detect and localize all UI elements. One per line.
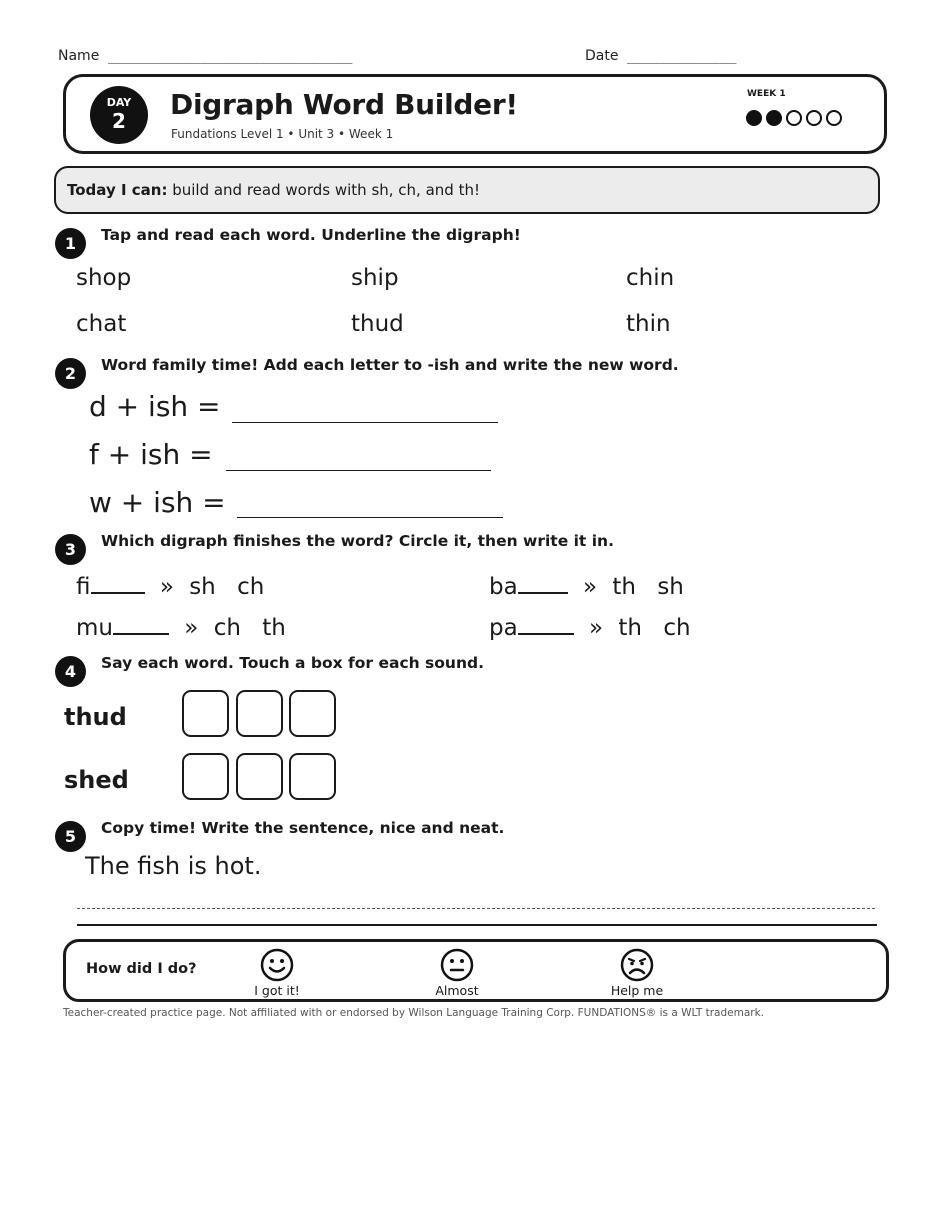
name-field[interactable]: _____________________________ [108, 48, 353, 64]
blank[interactable] [113, 613, 169, 635]
sound-box[interactable] [236, 690, 283, 737]
progress-dot [746, 110, 762, 126]
sound-box[interactable] [289, 753, 336, 800]
section-instruction: Say each word. Touch a box for each sound. [101, 654, 484, 672]
progress-dot [786, 110, 802, 126]
writing-baseline[interactable] [77, 924, 877, 926]
word-start: fi [76, 574, 91, 600]
blank[interactable] [91, 572, 145, 594]
digraph-option[interactable]: ch [237, 574, 265, 600]
word-item[interactable]: shop [76, 265, 132, 291]
rating-label: Help me [610, 983, 664, 998]
progress-dot [826, 110, 842, 126]
page-subtitle: Fundations Level 1 • Unit 3 • Week 1 [171, 127, 394, 141]
word-item[interactable]: ship [351, 265, 399, 291]
date-label: Date [585, 48, 619, 64]
sound-box[interactable] [289, 690, 336, 737]
digraph-item [489, 572, 684, 600]
digraph-option[interactable]: th [262, 615, 286, 641]
arrow-icon: » [589, 615, 604, 641]
name-label: Name [58, 48, 100, 64]
section-number: 4 [55, 656, 86, 687]
arrow-icon: » [159, 574, 174, 600]
digraph-option[interactable]: sh [657, 574, 684, 600]
digraph-item [76, 613, 286, 641]
word-start: ba [489, 574, 518, 600]
answer-line[interactable] [226, 470, 491, 471]
day-badge [90, 86, 148, 144]
digraph-option[interactable]: th [612, 574, 637, 600]
sad-face-icon[interactable] [620, 948, 654, 982]
equation: f + ish = [89, 438, 213, 471]
sound-word: shed [64, 766, 129, 794]
section-instruction: Tap and read each word. Underline the digraph! [101, 226, 521, 244]
progress-dot [806, 110, 822, 126]
neutral-face-icon[interactable] [440, 948, 474, 982]
footer-note: Teacher-created practice page. Not affiliated with or endorsed by Wilson Language Training Corp. FUNDATIONS® is a WLT trademark. [63, 1007, 765, 1019]
goal-lead: Today I can: [67, 181, 168, 199]
word-start: mu [76, 615, 113, 641]
sound-box[interactable] [236, 753, 283, 800]
sound-box[interactable] [182, 690, 229, 737]
date-field[interactable]: _____________ [627, 48, 737, 64]
rating-label: I got it! [254, 983, 300, 998]
week-label: WEEK 1 [747, 89, 786, 99]
digraph-option[interactable]: sh [189, 574, 216, 600]
goal-text: build and read words with sh, ch, and th! [167, 181, 480, 199]
happy-face-icon[interactable] [260, 948, 294, 982]
digraph-item [489, 613, 691, 641]
writing-midline [77, 908, 875, 909]
sound-word: thud [64, 703, 127, 731]
section-number: 1 [55, 228, 86, 259]
answer-line[interactable] [232, 422, 498, 423]
day-label: DAY [106, 96, 132, 109]
section-number: 3 [55, 534, 86, 565]
equation: d + ish = [89, 390, 221, 423]
arrow-icon: » [184, 615, 199, 641]
goal-statement [67, 181, 480, 199]
section-instruction: Word family time! Add each letter to -ish and write the new word. [101, 356, 679, 374]
model-sentence: The fish is hot. [85, 852, 262, 880]
word-item[interactable]: thud [351, 311, 404, 337]
digraph-option[interactable]: ch [213, 615, 241, 641]
section-instruction: Copy time! Write the sentence, nice and neat. [101, 819, 505, 837]
word-item[interactable]: chat [76, 311, 127, 337]
rating-label: Almost [435, 983, 479, 998]
blank[interactable] [518, 613, 574, 635]
sound-box[interactable] [182, 753, 229, 800]
section-instruction: Which digraph finishes the word? Circle it, then write it in. [101, 532, 614, 550]
word-item[interactable]: chin [626, 265, 675, 291]
digraph-option[interactable]: th [618, 615, 643, 641]
equation: w + ish = [89, 486, 226, 519]
word-start: pa [489, 615, 518, 641]
blank[interactable] [518, 572, 568, 594]
answer-line[interactable] [237, 517, 503, 518]
day-number: 2 [112, 109, 126, 133]
word-item[interactable]: thin [626, 311, 671, 337]
digraph-item [76, 572, 264, 600]
page-title: Digraph Word Builder! [170, 88, 518, 121]
arrow-icon: » [583, 574, 598, 600]
section-number: 5 [55, 821, 86, 852]
digraph-option[interactable]: ch [663, 615, 691, 641]
progress-dot [766, 110, 782, 126]
week-progress [746, 110, 842, 126]
section-number: 2 [55, 358, 86, 389]
rating-title: How did I do? [86, 961, 197, 977]
